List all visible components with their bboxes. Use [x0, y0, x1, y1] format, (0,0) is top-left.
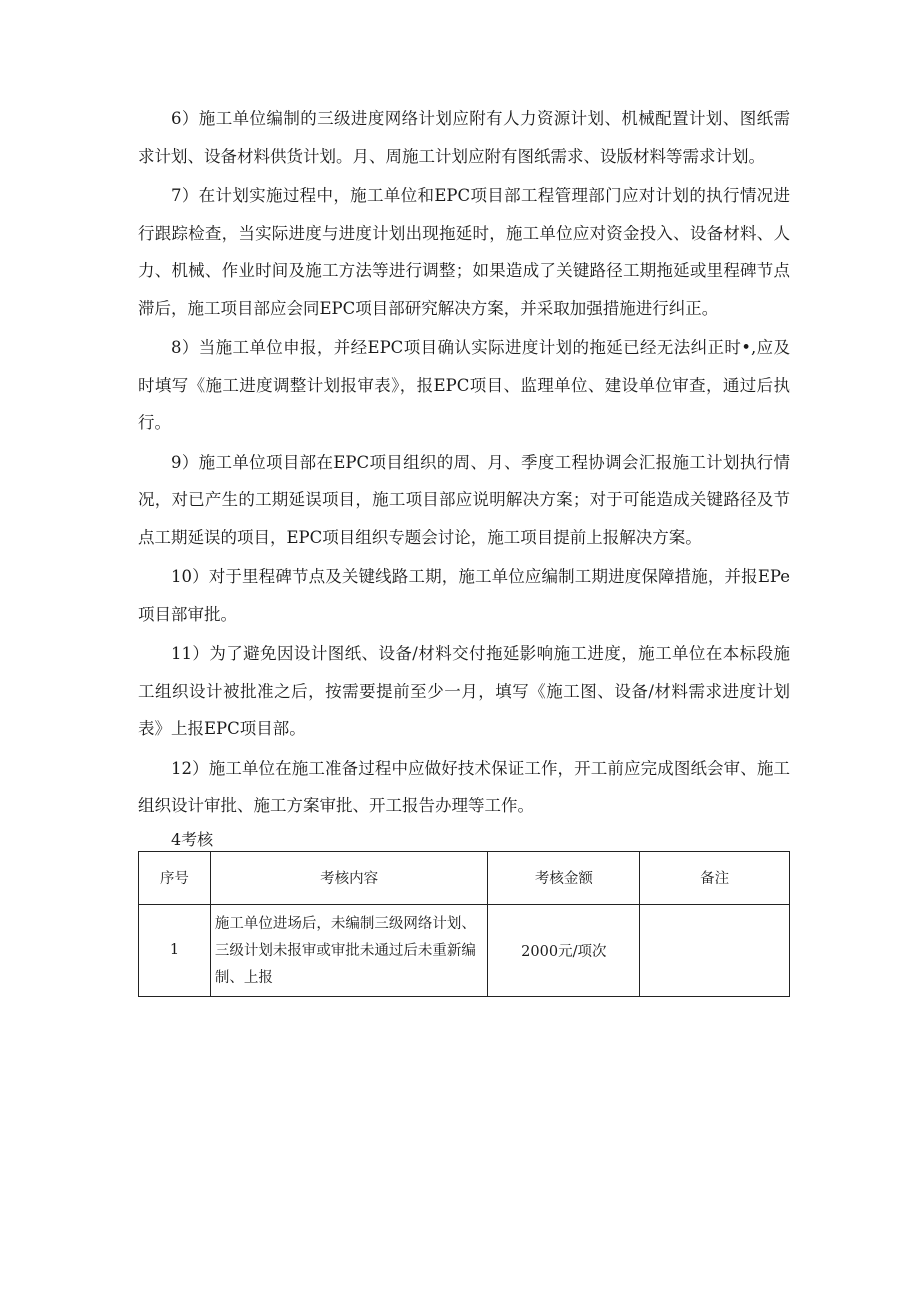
header-remark: 备注 [640, 851, 790, 904]
header-amount: 考核金额 [488, 851, 640, 904]
paragraph-10: 10）对于里程碑节点及关键线路工期，施工单位应编制工期进度保障措施，并报EPe项目部审批。 [138, 567, 790, 624]
cell-amount: 2000元/项次 [488, 904, 640, 996]
header-content: 考核内容 [210, 851, 488, 904]
paragraph-6: 6）施工单位编制的三级进度网络计划应附有人力资源计划、机械配置计划、图纸需求计划、设备材料供货计划。月、周施工计划应附有图纸需求、设版材料等需求计划。 [138, 109, 790, 166]
table-row [139, 904, 790, 996]
cell-content: 施工单位进场后，未编制三级网络计划、三级计划未报审或审批未通过后未重新编制、上报 [210, 904, 488, 996]
cell-no: 1 [139, 904, 211, 996]
cell-remark [640, 904, 790, 996]
section-title: 4考核 [171, 829, 214, 849]
header-no: 序号 [139, 851, 211, 904]
document-page [138, 100, 790, 997]
assessment-table [138, 851, 790, 997]
paragraph-11: 11）为了避免因设计图纸、设备/材料交付拖延影响施工进度，施工单位在本标段施工组织设计被批准之后，按需要提前至少一月，填写《施工图、设备/材料需求进度计划表》上报EPC项目部。 [138, 644, 790, 738]
table-header-row [139, 851, 790, 904]
paragraph-8: 8）当施工单位申报，并经EPC项目确认实际进度计划的拖延已经无法纠正时•,应及时填写《施工进度调整计划报审表》，报EPC项目、监理单位、建设单位审查，通过后执行。 [138, 338, 790, 432]
paragraph-9: 9）施工单位项目部在EPC项目组织的周、月、季度工程协调会汇报施工计划执行情况，对已产生的工期延误项目，施工项目部应说明解决方案；对于可能造成关键路径及节点工期延误的项目，EPC项目组织专题会讨论，施工项目提前上报解决方案。 [138, 452, 790, 547]
paragraph-7: 7）在计划实施过程中，施工单位和EPC项目部工程管理部门应对计划的执行情况进行跟踪检查，当实际进度与进度计划出现拖延时，施工单位应对资金投入、设备材料、人力、机械、作业时间及施工方法等进行调整；如果造成了关键路径工期拖延或里程碑节点滞后，施工项目部应会同EPC项目部研究解决方案，并采取加强措施进行纠正。 [138, 186, 790, 318]
paragraph-12: 12）施工单位在施工准备过程中应做好技术保证工作，开工前应完成图纸会审、施工组织设计审批、施工方案审批、开工报告办理等工作。 [138, 758, 790, 815]
